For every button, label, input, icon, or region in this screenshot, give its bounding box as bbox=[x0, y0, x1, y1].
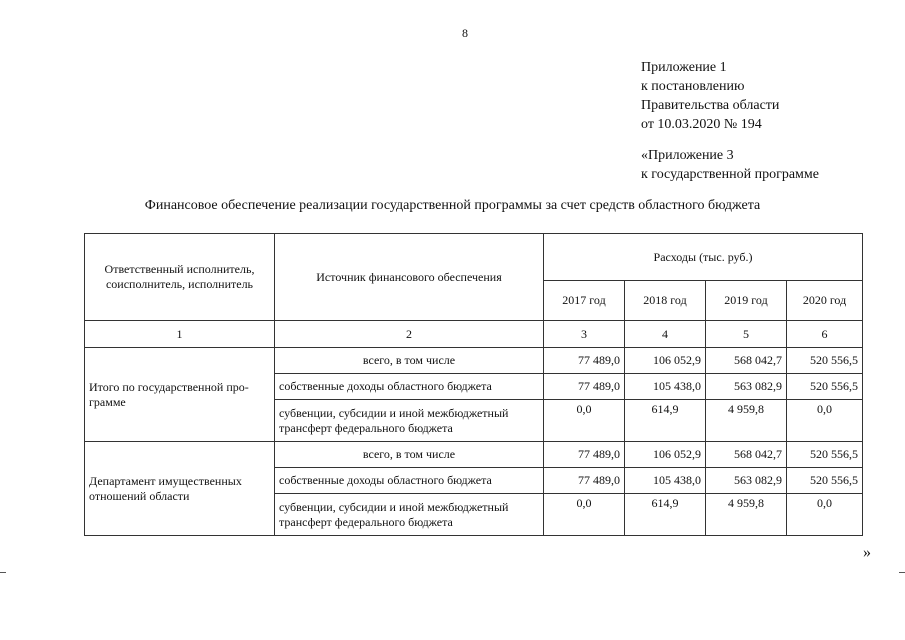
source-cell: субвенции, субсидии и иной межбюджетный трансферт федерального бюджета bbox=[275, 400, 544, 442]
value-cell: 568 042,7 bbox=[706, 348, 787, 374]
source-cell: собственные доходы областного бюджета bbox=[275, 374, 544, 400]
source-cell: собственные доходы областного бюджета bbox=[275, 468, 544, 494]
document-title: Финансовое обеспечение реализации государственной программы за счет средств областного бюджета bbox=[144, 198, 761, 213]
column-number: 2 bbox=[275, 321, 544, 348]
value-cell: 4 959,8 bbox=[706, 494, 787, 536]
source-cell: субвенции, субсидии и иной межбюджетный трансферт федерального бюджета bbox=[275, 494, 544, 536]
value-cell: 614,9 bbox=[625, 494, 706, 536]
column-number: 5 bbox=[706, 321, 787, 348]
appendix-line: Правительства области bbox=[641, 98, 780, 113]
value-cell: 77 489,0 bbox=[544, 442, 625, 468]
executor-cell: Итого по государственной про-грамме bbox=[85, 348, 275, 442]
appendix-line: Приложение 1 bbox=[641, 60, 727, 75]
column-number-row bbox=[85, 321, 863, 348]
value-cell: 77 489,0 bbox=[544, 374, 625, 400]
header-year: 2019 год bbox=[706, 281, 787, 321]
value-cell: 0,0 bbox=[787, 494, 863, 536]
header-year: 2020 год bbox=[787, 281, 863, 321]
header-source: Источник финансового обеспечения bbox=[275, 234, 544, 321]
appendix-block bbox=[641, 58, 779, 134]
header-responsible: Ответственный исполнитель, соисполнитель, исполнитель bbox=[85, 234, 275, 321]
source-cell: всего, в том числе bbox=[275, 442, 544, 468]
source-cell: всего, в том числе bbox=[275, 348, 544, 374]
value-cell: 106 052,9 bbox=[625, 442, 706, 468]
value-cell: 614,9 bbox=[625, 400, 706, 442]
value-cell: 568 042,7 bbox=[706, 442, 787, 468]
executor-cell: Департамент имущественных отношений области bbox=[85, 442, 275, 536]
value-cell: 520 556,5 bbox=[787, 468, 863, 494]
value-cell: 0,0 bbox=[544, 400, 625, 442]
header-expenses: Расходы (тыс. руб.) bbox=[544, 234, 863, 281]
value-cell: 520 556,5 bbox=[787, 348, 863, 374]
appendix-line: от 10.03.2020 № 194 bbox=[641, 117, 762, 132]
value-cell: 563 082,9 bbox=[706, 468, 787, 494]
page-number: 8 bbox=[462, 26, 468, 40]
column-number: 6 bbox=[787, 321, 863, 348]
header-year: 2018 год bbox=[625, 281, 706, 321]
value-cell: 0,0 bbox=[544, 494, 625, 536]
table-row bbox=[85, 348, 863, 374]
closing-quote-mark: » bbox=[863, 544, 871, 561]
value-cell: 106 052,9 bbox=[625, 348, 706, 374]
value-cell: 520 556,5 bbox=[787, 374, 863, 400]
financing-table bbox=[84, 233, 863, 536]
column-number: 1 bbox=[85, 321, 275, 348]
value-cell: 563 082,9 bbox=[706, 374, 787, 400]
table-row bbox=[85, 442, 863, 468]
column-number: 4 bbox=[625, 321, 706, 348]
scan-edge-mark bbox=[0, 572, 6, 573]
value-cell: 77 489,0 bbox=[544, 348, 625, 374]
value-cell: 520 556,5 bbox=[787, 442, 863, 468]
appendix-line: к постановлению bbox=[641, 79, 745, 94]
value-cell: 0,0 bbox=[787, 400, 863, 442]
value-cell: 105 438,0 bbox=[625, 468, 706, 494]
scan-edge-mark bbox=[899, 572, 905, 573]
column-number: 3 bbox=[544, 321, 625, 348]
value-cell: 77 489,0 bbox=[544, 468, 625, 494]
appendix-program-block bbox=[641, 146, 819, 184]
appendix-line: «Приложение 3 bbox=[641, 148, 734, 163]
header-year: 2017 год bbox=[544, 281, 625, 321]
appendix-line: к государственной программе bbox=[641, 167, 819, 182]
value-cell: 4 959,8 bbox=[706, 400, 787, 442]
value-cell: 105 438,0 bbox=[625, 374, 706, 400]
